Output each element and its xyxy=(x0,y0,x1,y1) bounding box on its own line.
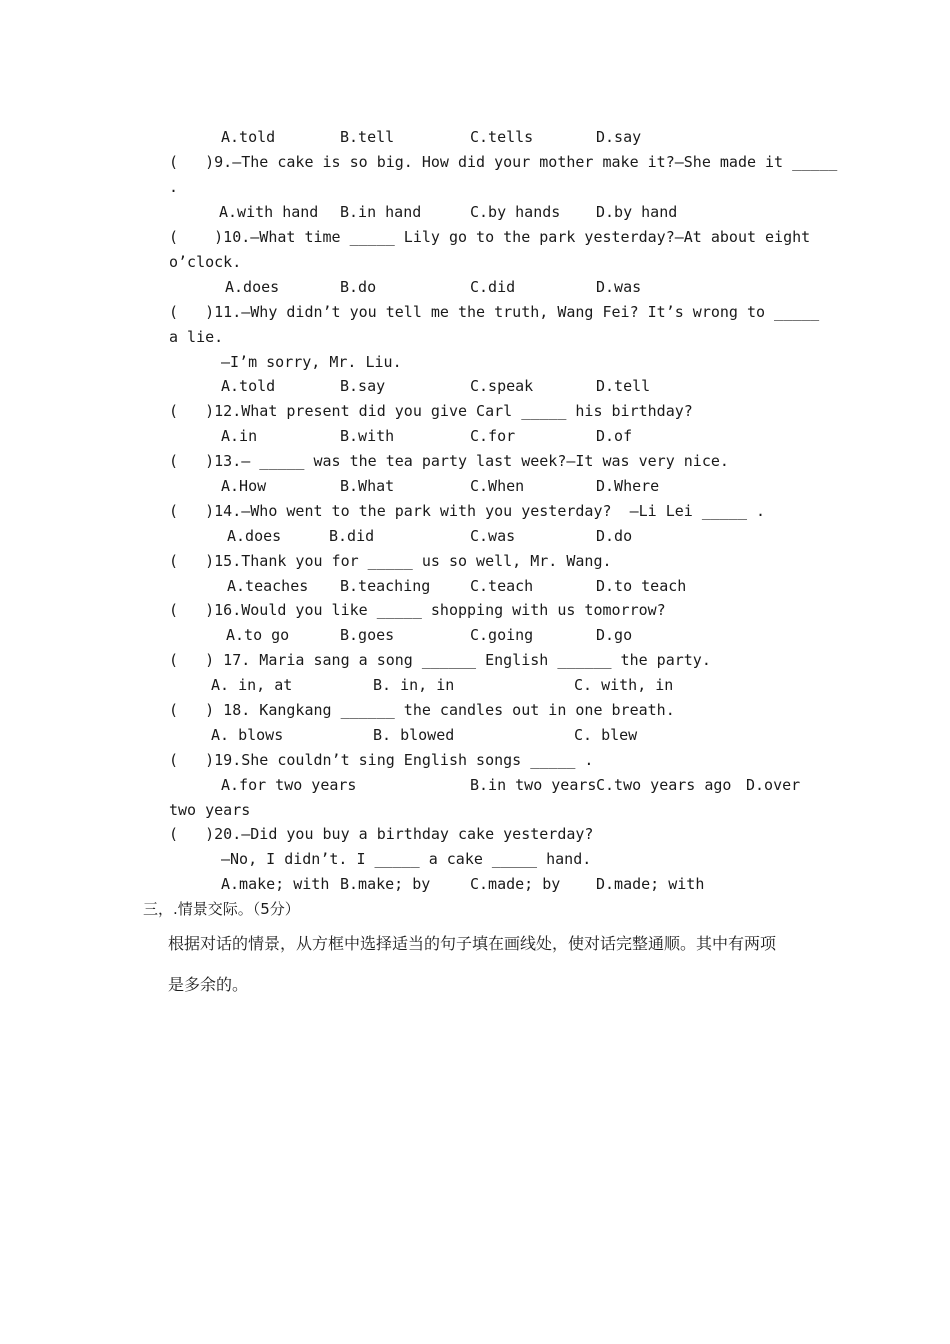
q14-option-c: C.was xyxy=(470,527,516,545)
q9-stem-continued: . xyxy=(169,178,179,196)
q11-option-a: A.told xyxy=(221,377,276,395)
q10-stem-continued: o’clock. xyxy=(169,253,242,271)
q11-option-c: C.speak xyxy=(470,377,534,395)
q12-option-b: B.with xyxy=(340,427,395,445)
q20-option-b: B.make; by xyxy=(340,875,431,893)
q16-option-d: D.go xyxy=(596,626,633,644)
q19-option-b: B.in two years xyxy=(470,776,597,794)
q18-option-a: A. blows xyxy=(211,726,284,744)
q9-option-c: C.by hands xyxy=(470,203,561,221)
q14-option-a: A.does xyxy=(227,527,282,545)
q18-stem: ( ) 18. Kangkang ______ the candles out in one breath. xyxy=(169,701,675,719)
q17-option-b: B. in, in xyxy=(373,676,455,694)
q11-option-d: D.tell xyxy=(596,377,651,395)
q13-option-a: A.How xyxy=(221,477,267,495)
q12-option-c: C.for xyxy=(470,427,516,445)
q8-option-b: B.tell xyxy=(340,128,395,146)
q19-option-a: A.for two years xyxy=(221,776,357,794)
q9-stem: ( )9.—The cake is so big. How did your mother make it?—She made it _____ xyxy=(169,153,838,171)
q18-option-b: B. blowed xyxy=(373,726,455,744)
q9-option-d: D.by hand xyxy=(596,203,678,221)
q10-option-d: D.was xyxy=(596,278,642,296)
q20-stem: ( )20.—Did you buy a birthday cake yesterday? xyxy=(169,825,594,843)
q17-stem: ( ) 17. Maria sang a song ______ English ______ the party. xyxy=(169,651,711,669)
q16-option-b: B.goes xyxy=(340,626,395,644)
q15-stem: ( )15.Thank you for _____ us so well, Mr. Wang. xyxy=(169,552,612,570)
q20-option-c: C.made; by xyxy=(470,875,561,893)
q19-option-d-continued: two years xyxy=(169,801,251,819)
q20-option-a: A.make; with xyxy=(221,875,330,893)
q10-option-c: C.did xyxy=(470,278,516,296)
q11-reply: —I’m sorry, Mr. Liu. xyxy=(221,353,402,371)
q13-option-d: D.Where xyxy=(596,477,660,495)
q13-option-c: C.When xyxy=(470,477,525,495)
q9-option-b: B.in hand xyxy=(340,203,422,221)
q17-option-a: A. in, at xyxy=(211,676,293,694)
q13-stem: ( )13.— _____ was the tea party last week?—It was very nice. xyxy=(169,452,729,470)
q11-stem: ( )11.—Why didn’t you tell me the truth, Wang Fei? It’s wrong to _____ xyxy=(169,303,820,321)
q12-option-d: D.of xyxy=(596,427,633,445)
q20-option-d: D.made; with xyxy=(596,875,705,893)
q15-option-d: D.to teach xyxy=(596,577,687,595)
q16-stem: ( )16.Would you like _____ shopping with us tomorrow? xyxy=(169,601,666,619)
q19-stem: ( )19.She couldn’t sing English songs _____ . xyxy=(169,751,594,769)
q13-option-b: B.What xyxy=(340,477,395,495)
q12-option-a: A.in xyxy=(221,427,258,445)
q11-option-b: B.say xyxy=(340,377,386,395)
q10-stem: ( )10.—What time _____ Lily go to the park yesterday?—At about eight xyxy=(169,228,811,246)
q16-option-c: C.going xyxy=(470,626,534,644)
q12-stem: ( )12.What present did you give Carl _____ his birthday? xyxy=(169,402,693,420)
q8-option-d: D.say xyxy=(596,128,642,146)
q18-option-c: C. blew xyxy=(574,726,638,744)
section-heading: 三，.情景交际。（5分） xyxy=(143,900,300,918)
q19-option-c: C.two years ago xyxy=(596,776,732,794)
q17-option-c: C. with, in xyxy=(574,676,674,694)
q9-option-a: A.with hand xyxy=(219,203,319,221)
q8-option-a: A.told xyxy=(221,128,276,146)
q15-option-b: B.teaching xyxy=(340,577,431,595)
section-instruction-line2: 是多余的。 xyxy=(168,975,249,994)
q16-option-a: A.to go xyxy=(226,626,290,644)
q10-option-b: B.do xyxy=(340,278,377,296)
q14-stem: ( )14.—Who went to the park with you yesterday? —Li Lei _____ . xyxy=(169,502,766,520)
q19-option-d: D.over xyxy=(746,776,801,794)
q10-option-a: A.does xyxy=(225,278,280,296)
q14-option-b: B.did xyxy=(329,527,375,545)
q14-option-d: D.do xyxy=(596,527,633,545)
q8-option-c: C.tells xyxy=(470,128,534,146)
q15-option-c: C.teach xyxy=(470,577,534,595)
q15-option-a: A.teaches xyxy=(227,577,309,595)
q11-stem-continued: a lie. xyxy=(169,328,224,346)
q20-reply: —No, I didn’t. I _____ a cake _____ hand. xyxy=(221,850,592,868)
section-instruction-line1: 根据对话的情景，从方框中选择适当的句子填在画线处，使对话完整通顺。其中有两项 xyxy=(168,934,777,953)
